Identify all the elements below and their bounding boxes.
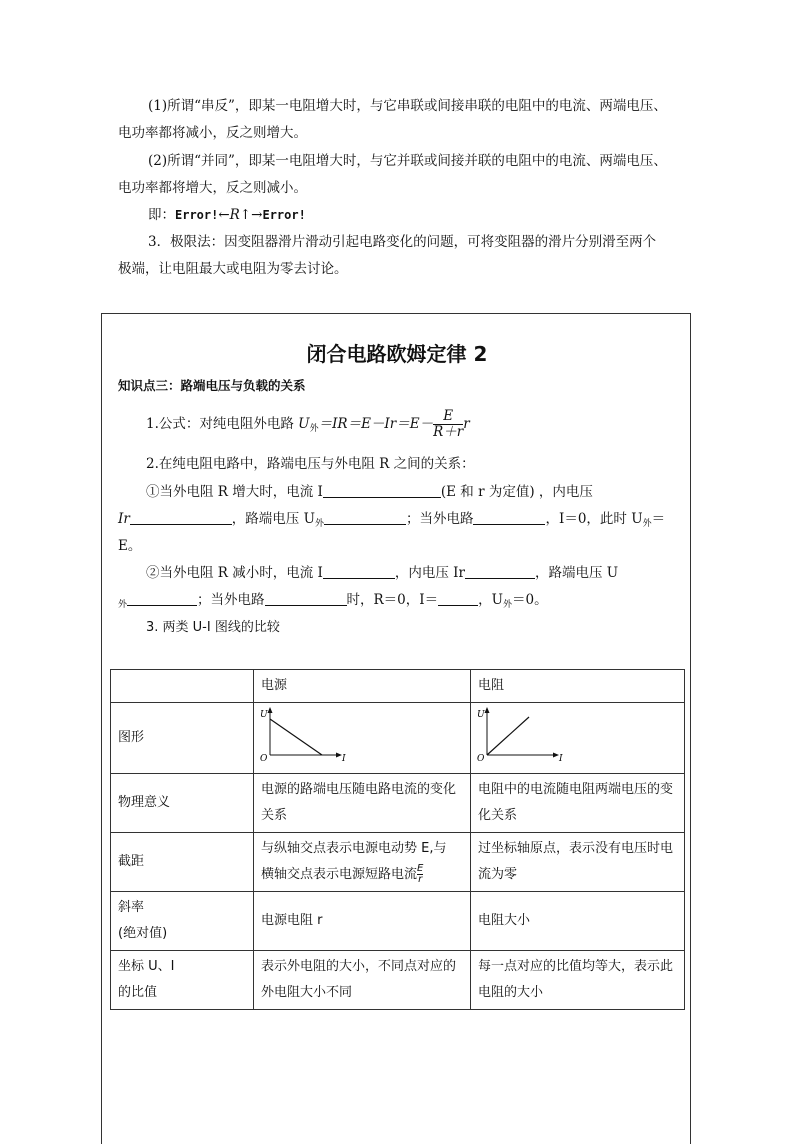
intercept-source-line2: 横轴交点表示电源短路电流: [261, 867, 418, 882]
axis-o-label: O: [477, 754, 485, 761]
para2-line2: 电功率都将增大，反之则减小。: [118, 180, 307, 196]
row-intercept-label: 截距: [111, 833, 254, 892]
table-row-ratio: [111, 951, 685, 1010]
para3-line2: 极端，让电阻最大或电阻为零去讨论。: [118, 261, 348, 277]
blank-external-circuit-short: [265, 591, 347, 606]
intercept-resistor: 过坐标轴原点，表示没有电压时电流为零: [471, 833, 685, 892]
case1-h: E。: [118, 538, 142, 554]
slope-line1: 斜率: [118, 900, 145, 915]
case2-f: ，U: [478, 592, 503, 608]
case1-line2: [118, 510, 665, 533]
blank-short-current: [438, 591, 478, 606]
case2-b: ，内电压 Ir: [394, 565, 465, 581]
case1-f: ，I＝0，此时 U: [545, 511, 643, 527]
error-text-1: Error!: [175, 208, 219, 222]
formula-mid: ＝IR＝E－Ir＝E－: [318, 416, 434, 432]
ui-comparison-table: [110, 669, 685, 1010]
axis-i-label: I: [342, 754, 346, 761]
blank-inner-voltage-decrease: [465, 564, 535, 579]
axis-o-label: O: [260, 754, 268, 761]
para1-line2: 电功率都将减小，反之则增大。: [118, 125, 307, 141]
case2-d: ；当外电路: [197, 592, 265, 608]
case2-e: 时，R＝0，I＝: [346, 592, 439, 608]
header-empty: [111, 670, 254, 703]
ji-line: [148, 206, 306, 224]
wai-sub-1: 外: [314, 519, 324, 529]
intercept-source: [254, 833, 471, 892]
case1-g: ＝: [651, 511, 666, 527]
row-graph-label: 图形: [111, 703, 254, 774]
formula-fraction: [433, 409, 463, 440]
resistor-line: [487, 717, 529, 755]
case1-a: ①当外电阻 R 增大时，电流 I: [146, 484, 323, 500]
ratio-source: 表示外电阻的大小，不同点对应的外电阻大小不同: [254, 951, 471, 1010]
source-graph-cell: [254, 703, 471, 774]
para3-line1: 3．极限法：因变阻器滑片滑动引起电路变化的问题，可将变阻器的滑片分别滑至两个: [148, 234, 657, 250]
up-arrow-icon: ↑: [239, 207, 252, 223]
para2-line1: (2)所谓“并同”，即某一电阻增大时，与它并联或间接并联的电阻中的电流、两端电压、: [148, 153, 667, 169]
ratio-line1: 坐标 U、I: [118, 959, 175, 974]
case2-a: ②当外电阻 R 减小时，电流 I: [146, 565, 323, 581]
formula-wai: 外: [309, 424, 319, 434]
axis-u-label: U: [477, 710, 485, 720]
table-row-meaning: [111, 774, 685, 833]
error-text-2: Error!: [262, 208, 306, 222]
wai-sub-4: 外: [503, 600, 513, 610]
ratio-line2: 的比值: [118, 985, 158, 1000]
case2-line2: [118, 591, 548, 614]
slope-source: 电源电阻 r: [254, 892, 471, 951]
short-current-fraction: [417, 864, 423, 885]
row-slope-label: [111, 892, 254, 951]
formula-u: U: [298, 416, 310, 432]
blank-external-circuit-open: [473, 510, 545, 525]
r-symbol: R: [229, 207, 240, 223]
formula-prefix: 1.公式：对纯电阻外电路: [146, 416, 299, 432]
section-title: 闭合电路欧姆定律 2: [306, 342, 488, 366]
wai-sub-3: 外: [118, 600, 128, 610]
case1-line1: [146, 483, 593, 501]
blank-terminal-voltage-increase: [324, 510, 406, 525]
table-header-row: [111, 670, 685, 703]
blank-current-decrease: [323, 564, 395, 579]
slope-line2: (绝对值): [118, 926, 168, 941]
resistor-graph-cell: [471, 703, 685, 774]
item3-text: 3. 两类 U-I 图线的比较: [146, 620, 280, 635]
case1-c: Ir: [118, 511, 130, 527]
meaning-source: 电源的路端电压随电路电流的变化关系: [254, 774, 471, 833]
knowledge-heading: 知识点三：路端电压与负载的关系: [118, 378, 306, 393]
source-line: [270, 719, 322, 755]
y-axis-arrow-icon: [485, 707, 490, 713]
table-row-intercept: [111, 833, 685, 892]
header-resistor: 电阻: [471, 670, 685, 703]
axis-u-label: U: [260, 710, 268, 720]
blank-inner-voltage-increase: [130, 510, 232, 525]
formula-r: r: [463, 416, 470, 432]
ratio-resistor: 每一点对应的比值均等大，表示此电阻的大小: [471, 951, 685, 1010]
blank-terminal-voltage-decrease: [127, 591, 197, 606]
slope-resistor: 电阻大小: [471, 892, 685, 951]
case2-line1: [146, 564, 618, 582]
row-ratio-label: [111, 951, 254, 1010]
meaning-resistor: 电阻中的电流随电阻两端电压的变化关系: [471, 774, 685, 833]
case1-d: ，路端电压 U: [231, 511, 315, 527]
ji-prefix: 即：: [148, 207, 175, 223]
table-row-slope: [111, 892, 685, 951]
blank-current-increase: [323, 483, 441, 498]
item2-text: 2.在纯电阻电路中，路端电压与外电阻 R 之间的关系：: [146, 456, 475, 472]
right-arrow-icon: →: [251, 207, 263, 223]
wai-sub-2: 外: [642, 519, 652, 529]
y-axis-arrow-icon: [268, 707, 273, 713]
case1-e: ；当外电路: [405, 511, 474, 527]
header-source: 电源: [254, 670, 471, 703]
fraction-denominator: R＋r: [433, 424, 464, 440]
case2-c: ，路端电压 U: [534, 565, 619, 581]
intercept-source-line1: 与纵轴交点表示电源电动势 E,与: [261, 841, 447, 856]
axis-i-label: I: [559, 754, 563, 761]
source-ui-graph: [258, 705, 348, 761]
table-row-graph: [111, 703, 685, 774]
fraction-numerator: E: [433, 409, 463, 425]
para1-line1: (1)所谓“串反”，即某一电阻增大时，与它串联或间接串联的电阻中的电流、两端电压、: [148, 98, 667, 114]
resistor-ui-graph: [475, 705, 565, 761]
short-frac-num: E: [417, 863, 424, 874]
formula-line: [146, 406, 470, 447]
case2-g: ＝0。: [512, 592, 548, 608]
left-arrow-icon: ←: [218, 207, 230, 223]
case1-b: (E 和 r 为定值) ，内电压: [440, 484, 593, 500]
short-frac-den: r: [418, 874, 423, 885]
row-meaning-label: 物理意义: [111, 774, 254, 833]
